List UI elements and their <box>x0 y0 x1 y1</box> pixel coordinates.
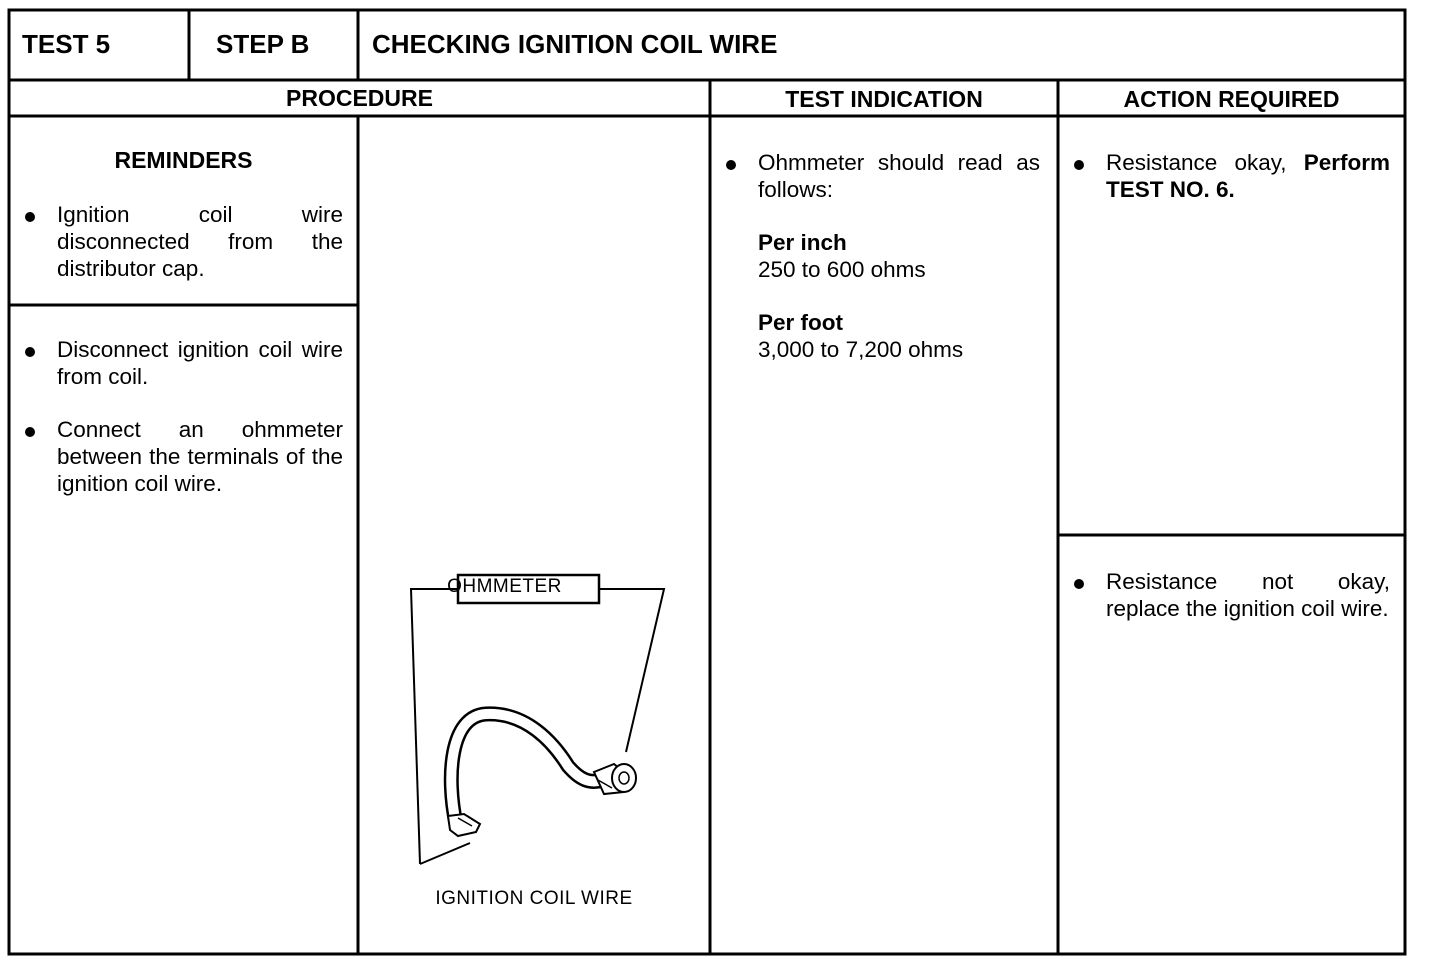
action-okay-link-text: Perform TEST NO. 6. <box>1106 150 1390 202</box>
bullet-icon <box>25 347 35 357</box>
action-not-okay: Resistance not okay, replace the ignition coil wire. <box>1074 568 1390 658</box>
action-okay <box>1074 149 1390 209</box>
action-required-column-header: ACTION REQUIRED <box>1123 86 1340 112</box>
test-indication-column-header: TEST INDICATION <box>785 86 983 112</box>
reminder-item: Ignition coil wire disconnected from the distributor cap. <box>25 201 343 291</box>
procedure-step-1: Disconnect ignition coil wire from coil. <box>25 336 343 396</box>
step-label: STEP B <box>216 29 310 59</box>
per-inch-label: Per inch <box>758 230 847 255</box>
bullet-icon <box>1074 160 1084 170</box>
indication-intro: Ohmmeter should read as follows: <box>726 149 1040 209</box>
bullet-icon <box>25 427 35 437</box>
page-title: CHECKING IGNITION COIL WIRE <box>372 29 778 59</box>
action-okay-text: Resistance okay, <box>1106 150 1287 175</box>
bullet-icon <box>726 160 736 170</box>
test-number: TEST 5 <box>22 29 111 59</box>
procedure-column-header: PROCEDURE <box>286 85 433 111</box>
per-foot-label: Per foot <box>758 310 844 335</box>
coil-wire-icon <box>448 714 636 836</box>
reminders-heading: REMINDERS <box>114 147 253 173</box>
per-inch-value: 250 to 600 ohms <box>758 257 926 282</box>
ohmmeter-label: OHMMETER <box>447 576 562 597</box>
bullet-icon <box>25 212 35 222</box>
procedure-step-2: Connect an ohmmeter between the terminals of the ignition coil wire. <box>25 416 343 506</box>
per-foot-value: 3,000 to 7,200 ohms <box>758 337 964 362</box>
bullet-icon <box>1074 579 1084 589</box>
ohmmeter-diagram <box>358 116 710 954</box>
diagram-caption: IGNITION COIL WIRE <box>435 888 633 909</box>
